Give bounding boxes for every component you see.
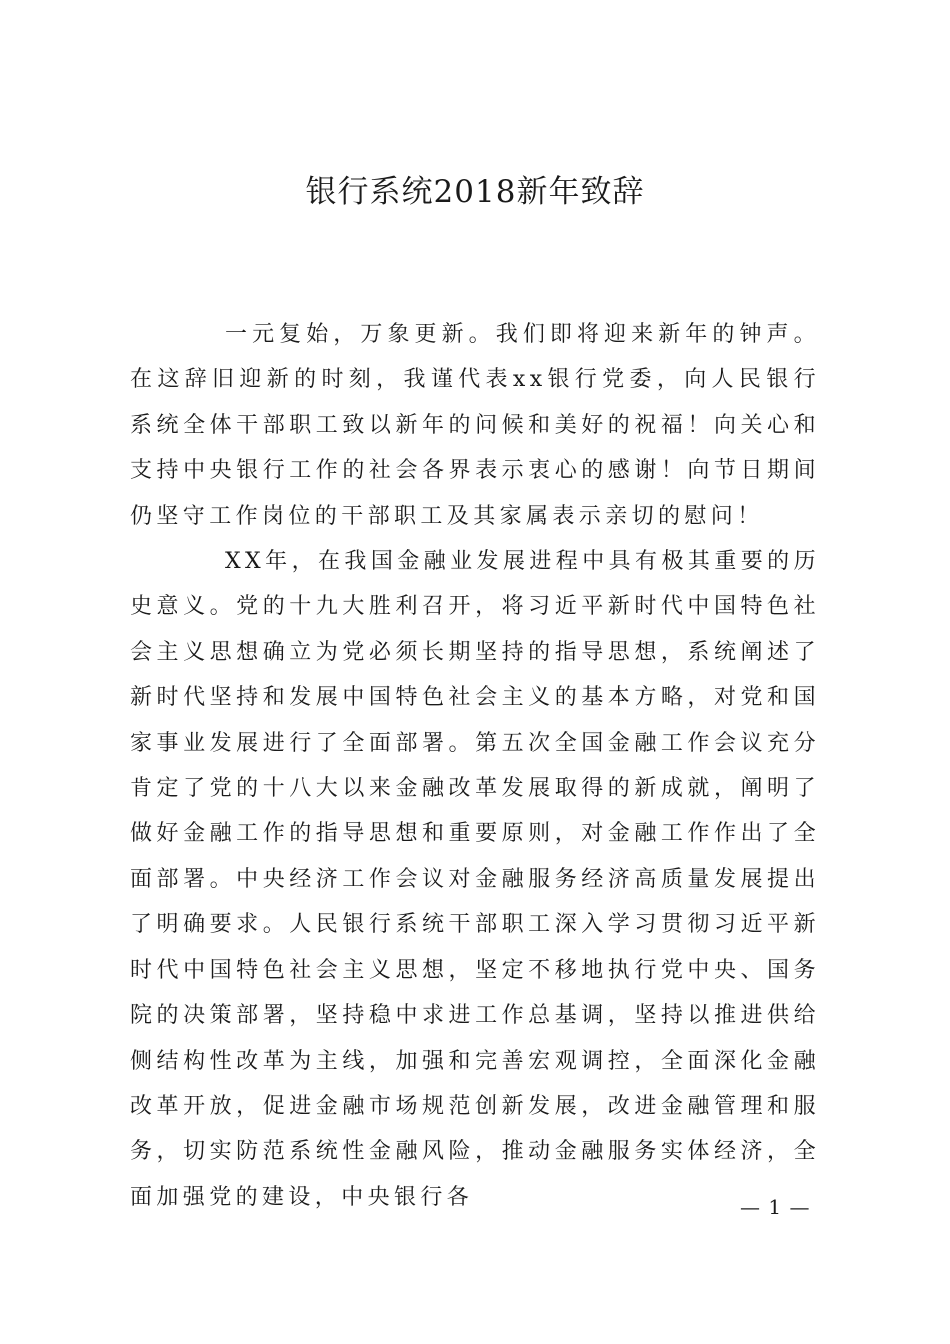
document-body (130, 312, 820, 1220)
page-title: 银行系统2018新年致辞 (305, 174, 645, 210)
paragraph-review: XX年，在我国金融业发展进程中具有极其重要的历史意义。党的十九大胜利召开，将习近平新时代中国特色社会主义思想确立为党必须长期坚持的指导思想，系统阐述了新时代坚持和发展中国特色社会主义的基本方略，对党和国家事业发展进行了全面部署。第五次全国金融工作会议充分肯定了党的十八大以来金融改革发展取得的新成就，阐明了做好金融工作的指导思想和重要原则，对金融工作作出了全面部署。中央经济工作会议对金融服务经济高质量发展提出了明确要求。人民银行系统干部职工深入学习贯彻习近平新时代中国特色社会主义思想，坚定不移地执行党中央、国务院的决策部署，坚持稳中求进工作总基调，坚持以推进供给侧结构性改革为主线，加强和完善宏观调控，全面深化金融改革开放，促进金融市场规范创新发展，改进金融管理和服务，切实防范系统性金融风险，推动金融服务实体经济，全面加强党的建设，中央银行各 (130, 549, 820, 1210)
paragraph-greeting: 一元复始，万象更新。我们即将迎来新年的钟声。在这辞旧迎新的时刻，我谨代表xx银行党委，向人民银行系统全体干部职工致以新年的问候和美好的祝福！向关心和支持中央银行工作的社会各界表示衷心的感谢！向节日期间仍坚守工作岗位的干部职工及其家属表示亲切的慰问！ (130, 322, 820, 529)
page-number: — 1 — (740, 1195, 811, 1219)
